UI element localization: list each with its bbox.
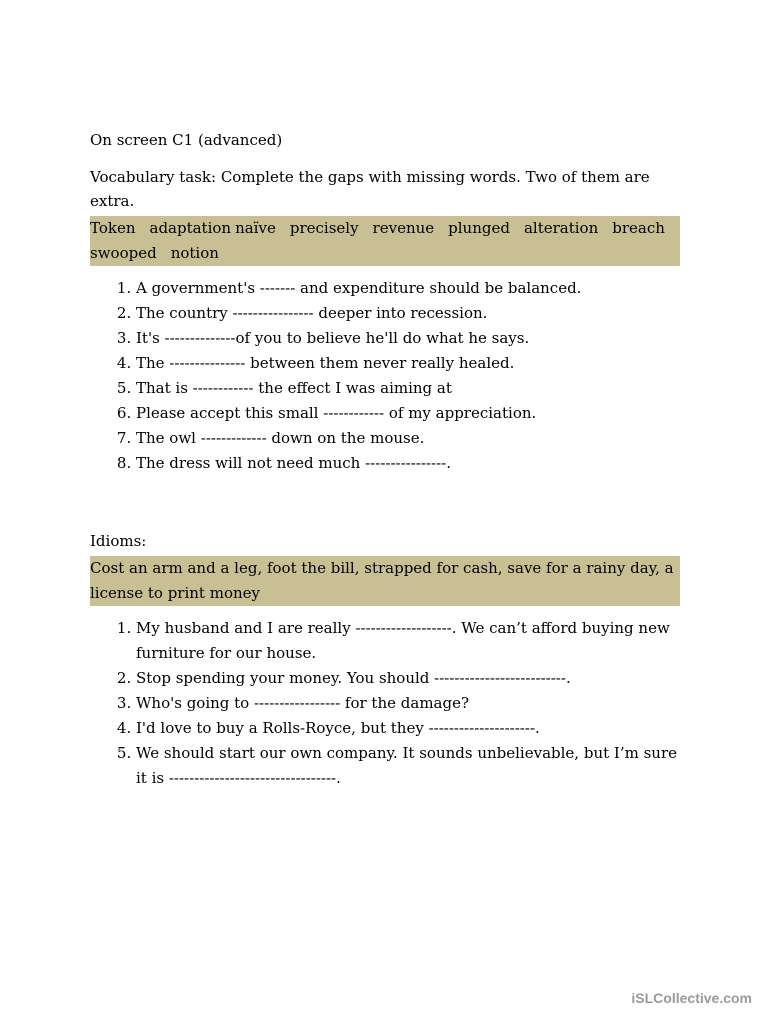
worksheet — [90, 128, 680, 791]
word-bank-item: adaptation — [149, 219, 232, 237]
list-item: 2. Stop spending your money. You should --------------------------. — [136, 666, 680, 691]
list-item: 4. The --------------- between them never really healed. — [136, 351, 680, 376]
word-bank-item: precisely — [289, 219, 359, 237]
word-bank-item: plunged — [448, 219, 510, 237]
list-item: 2. The country ---------------- deeper into recession. — [136, 301, 680, 326]
word-bank-item: revenue — [372, 219, 435, 237]
list-item: 4. I'd love to buy a Rolls-Royce, but they ---------------------. — [136, 716, 680, 741]
idioms-gap-list — [90, 616, 680, 791]
list-item: 7. The owl ------------- down on the mouse. — [136, 426, 680, 451]
list-item: 5. We should start our own company. It sounds unbelievable, but I’m sure it is ---------------------------------. — [136, 741, 680, 791]
word-bank-item: naïve — [235, 219, 276, 237]
list-item: 3. Who's going to ----------------- for the damage? — [136, 691, 680, 716]
word-bank-item: Token — [90, 219, 136, 237]
worksheet-title: On screen C1 (advanced) — [90, 131, 283, 149]
list-item: 6. Please accept this small ------------ of my appreciation. — [136, 401, 680, 426]
word-bank-item: notion — [170, 244, 219, 262]
idioms-bank: Cost an arm and a leg, foot the bill, strapped for cash, save for a rainy day, a license to print money — [90, 556, 680, 606]
word-bank-item: breach — [612, 219, 665, 237]
word-bank-item: swooped — [90, 244, 157, 262]
vocab-instruction: Vocabulary task: Complete the gaps with missing words. Two of them are extra. — [90, 168, 650, 210]
word-bank-item: alteration — [523, 219, 599, 237]
list-item: 3. It's --------------of you to believe he'll do what he says. — [136, 326, 680, 351]
idioms-heading: Idioms: — [90, 532, 147, 550]
list-item: 1. A government's ------- and expenditure should be balanced. — [136, 276, 680, 301]
list-item: 1. My husband and I are really -------------------. We can’t afford buying new furniture for our house. — [136, 616, 680, 666]
vocab-word-bank — [90, 216, 680, 266]
list-item: 5. That is ------------ the effect I was aiming at — [136, 376, 680, 401]
site-watermark: iSLCollective.com — [631, 990, 752, 1006]
list-item: 8. The dress will not need much ----------------. — [136, 451, 680, 476]
vocab-gap-list — [90, 276, 680, 476]
